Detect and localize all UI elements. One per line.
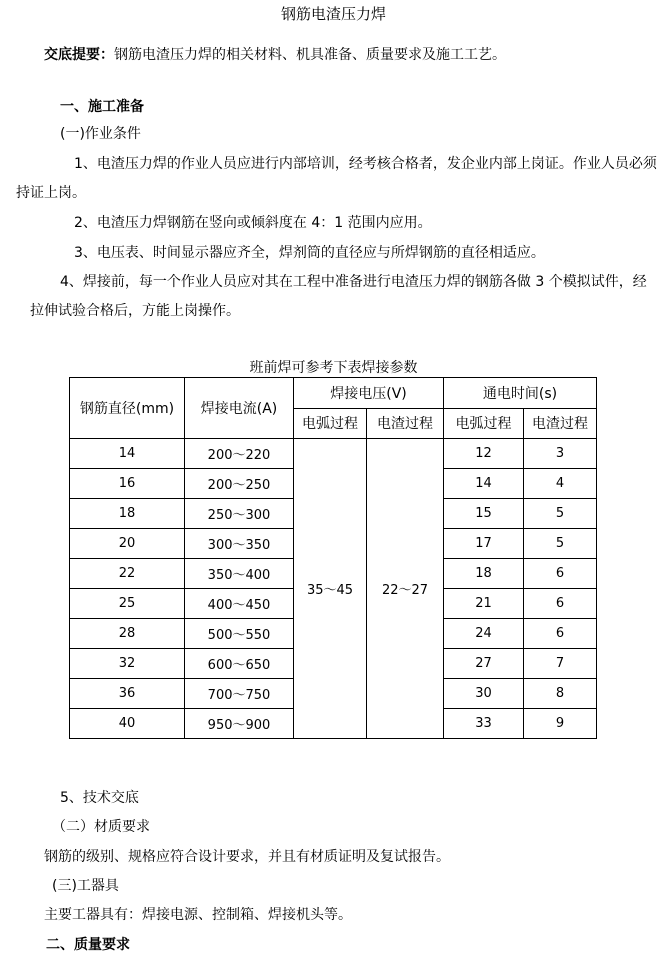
item-4-line-2: 拉伸试验合格后，方能上岗操作。 bbox=[30, 303, 240, 319]
header-voltage-slag: 电渣过程 bbox=[367, 408, 444, 439]
cell-time-arc: 21 bbox=[444, 589, 524, 619]
table-row bbox=[70, 439, 597, 469]
item-3: 3、电压表、时间显示器应齐全，焊剂筒的直径应与所焊钢筋的直径相适应。 bbox=[74, 245, 545, 261]
cell-time-arc: 24 bbox=[444, 619, 524, 649]
header-diameter: 钢筋直径(mm) bbox=[70, 378, 185, 439]
cell-current: 200～220 bbox=[185, 439, 294, 469]
cell-voltage-slag: 22～27 bbox=[367, 439, 444, 739]
cell-diameter: 16 bbox=[70, 469, 185, 499]
cell-current: 400～450 bbox=[185, 589, 294, 619]
cell-time-slag: 5 bbox=[524, 529, 597, 559]
material-text: 钢筋的级别、规格应符合设计要求，并且有材质证明及复试报告。 bbox=[44, 849, 450, 865]
header-time-slag: 电渣过程 bbox=[524, 408, 597, 439]
cell-current: 600～650 bbox=[185, 649, 294, 679]
cell-diameter: 28 bbox=[70, 619, 185, 649]
cell-time-arc: 17 bbox=[444, 529, 524, 559]
table-caption: 班前焊可参考下表焊接参数 bbox=[249, 360, 418, 376]
cell-diameter: 18 bbox=[70, 499, 185, 529]
subheading-material: （二）材质要求 bbox=[52, 819, 150, 835]
cell-time-arc: 14 bbox=[444, 469, 524, 499]
cell-current: 700～750 bbox=[185, 679, 294, 709]
cell-diameter: 14 bbox=[70, 439, 185, 469]
cell-current: 950～900 bbox=[185, 709, 294, 739]
cell-time-slag: 6 bbox=[524, 619, 597, 649]
item-2: 2、电渣压力焊钢筋在竖向或倾斜度在 4：1 范围内应用。 bbox=[74, 215, 432, 231]
cell-diameter: 32 bbox=[70, 649, 185, 679]
document-title: 钢筋电渣压力焊 bbox=[280, 5, 386, 23]
cell-current: 500～550 bbox=[185, 619, 294, 649]
cell-time-slag: 3 bbox=[524, 439, 597, 469]
cell-diameter: 20 bbox=[70, 529, 185, 559]
item-4-line-1: 4、焊接前，每一个作业人员应对其在工程中准备进行电渣压力焊的钢筋各做 3 个模拟试件，经 bbox=[60, 274, 647, 290]
section-heading-quality: 二、质量要求 bbox=[46, 937, 130, 953]
subheading-tools: (三)工器具 bbox=[52, 878, 119, 894]
cell-time-slag: 6 bbox=[524, 589, 597, 619]
cell-diameter: 36 bbox=[70, 679, 185, 709]
cell-time-slag: 5 bbox=[524, 499, 597, 529]
cell-time-arc: 27 bbox=[444, 649, 524, 679]
cell-time-slag: 6 bbox=[524, 559, 597, 589]
header-voltage-arc: 电弧过程 bbox=[294, 408, 367, 439]
item-5: 5、技术交底 bbox=[60, 790, 139, 806]
cell-time-slag: 9 bbox=[524, 709, 597, 739]
subheading-work-conditions: (一)作业条件 bbox=[60, 126, 141, 142]
cell-current: 300～350 bbox=[185, 529, 294, 559]
header-current: 焊接电流(A) bbox=[185, 378, 294, 439]
summary-label: 交底提要： bbox=[44, 47, 114, 63]
summary-text: 钢筋电渣压力焊的相关材料、机具准备、质量要求及施工工艺。 bbox=[114, 47, 506, 63]
cell-time-slag: 8 bbox=[524, 679, 597, 709]
cell-time-arc: 33 bbox=[444, 709, 524, 739]
cell-time-arc: 18 bbox=[444, 559, 524, 589]
cell-time-slag: 7 bbox=[524, 649, 597, 679]
item-1-line-1: 1、电渣压力焊的作业人员应进行内部培训，经考核合格者，发企业内部上岗证。作业人员必须 bbox=[74, 156, 657, 172]
header-time-arc: 电弧过程 bbox=[444, 408, 524, 439]
cell-diameter: 22 bbox=[70, 559, 185, 589]
cell-time-arc: 30 bbox=[444, 679, 524, 709]
cell-time-slag: 4 bbox=[524, 469, 597, 499]
tools-text: 主要工器具有：焊接电源、控制箱、焊接机头等。 bbox=[44, 907, 352, 923]
cell-time-arc: 15 bbox=[444, 499, 524, 529]
cell-time-arc: 12 bbox=[444, 439, 524, 469]
cell-voltage-arc: 35～45 bbox=[294, 439, 367, 739]
summary bbox=[44, 44, 506, 64]
item-1-line-2: 持证上岗。 bbox=[16, 185, 86, 201]
cell-current: 350～400 bbox=[185, 559, 294, 589]
header-voltage: 焊接电压(V) bbox=[294, 378, 444, 409]
cell-current: 250～300 bbox=[185, 499, 294, 529]
cell-diameter: 40 bbox=[70, 709, 185, 739]
cell-current: 200～250 bbox=[185, 469, 294, 499]
welding-parameter-table bbox=[69, 377, 597, 739]
header-time: 通电时间(s) bbox=[444, 378, 597, 409]
section-heading-preparation: 一、施工准备 bbox=[60, 99, 144, 115]
cell-diameter: 25 bbox=[70, 589, 185, 619]
